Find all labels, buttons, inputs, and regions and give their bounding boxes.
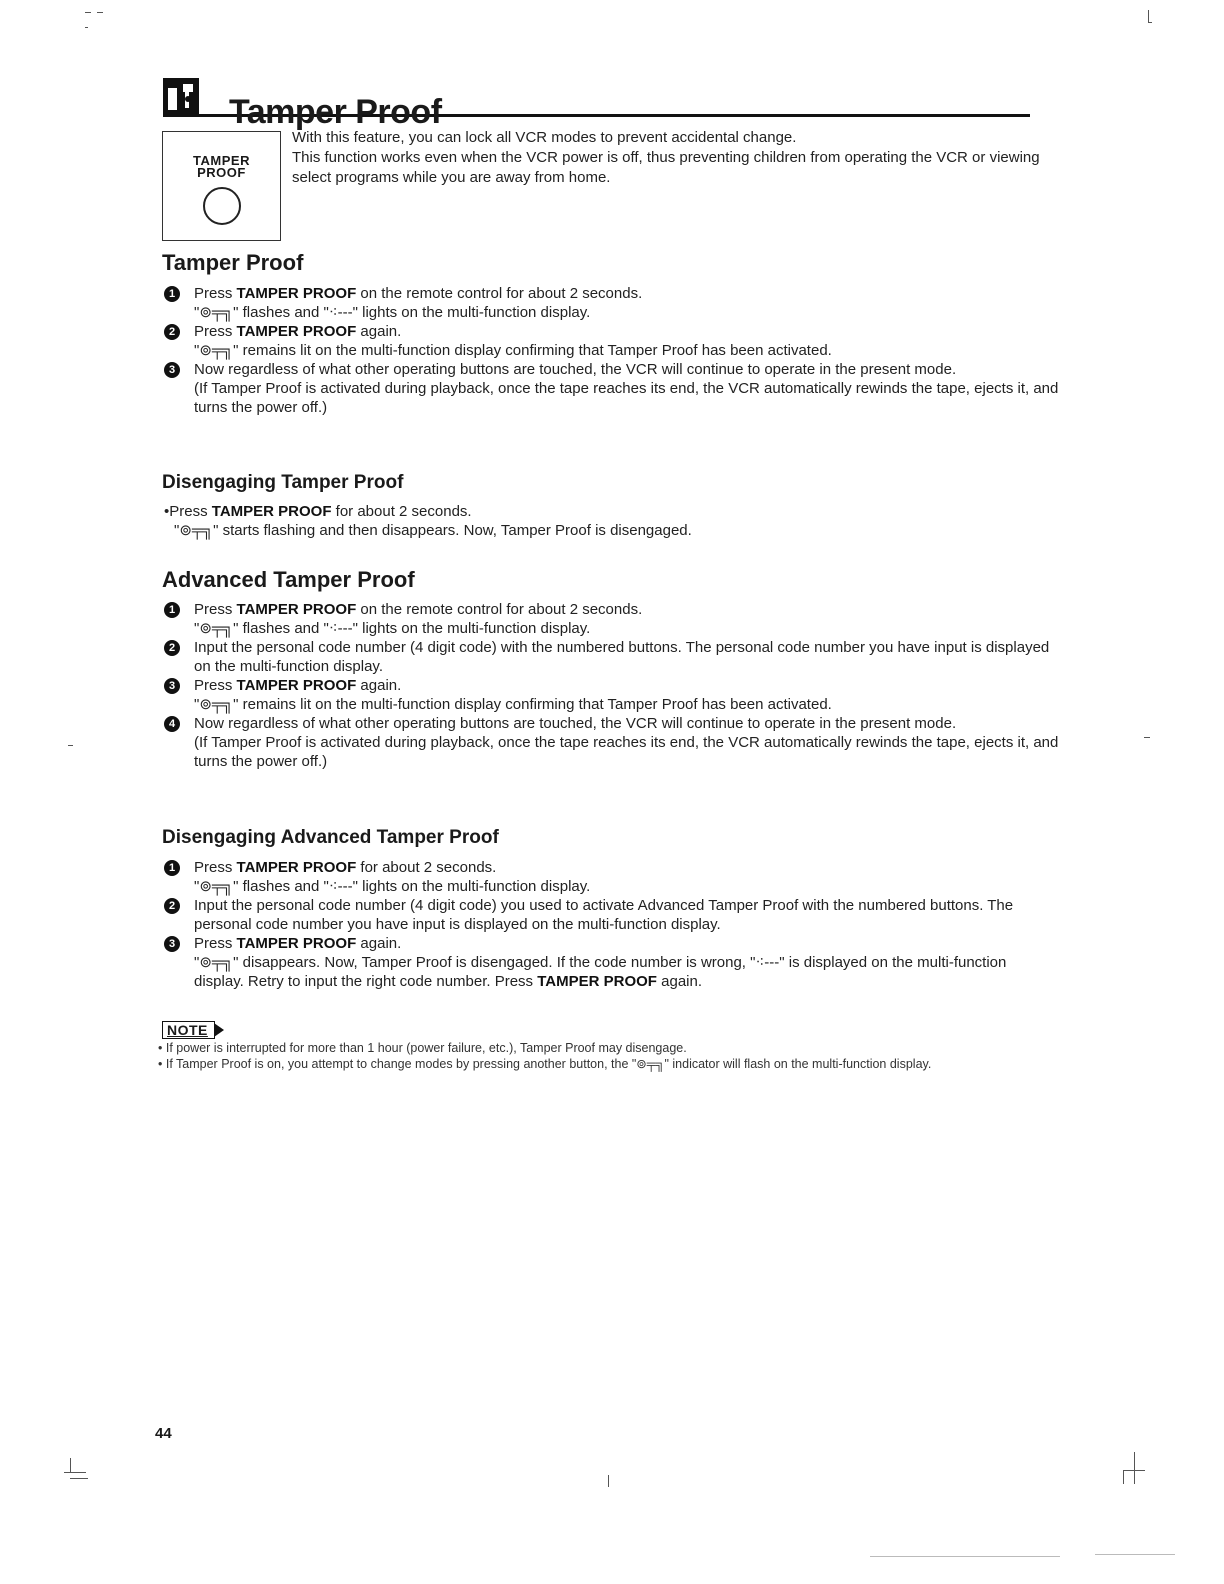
step-detail bbox=[194, 953, 1059, 991]
step-number-icon: 1 bbox=[164, 286, 180, 302]
step-item bbox=[164, 638, 1059, 676]
step-detail: "⊚╤╗" flashes and "⁖---" lights on the multi-function display. bbox=[194, 620, 591, 637]
step-number-icon: 2 bbox=[164, 324, 180, 340]
step-item bbox=[164, 896, 1059, 934]
button-reference: TAMPER PROOF bbox=[236, 601, 357, 618]
section-heading-tamper-proof: Tamper Proof bbox=[162, 250, 304, 275]
scan-mark bbox=[68, 745, 73, 746]
scan-mark bbox=[64, 1472, 86, 1473]
button-reference: TAMPER PROOF bbox=[236, 859, 357, 876]
note-arrow-icon bbox=[214, 1023, 224, 1037]
step-detail: (If Tamper Proof is activated during playback, once the tape reaches its end, the VCR automatically rewinds the tape, ejects it, and turns the power off.) bbox=[194, 734, 1059, 770]
step-item bbox=[164, 600, 1059, 638]
step-text: again. bbox=[356, 677, 402, 694]
step-detail: (If Tamper Proof is activated during playback, once the tape reaches its end, the VCR automatically rewinds the tape, ejects it, and turns the power off.) bbox=[194, 380, 1059, 416]
tamper-proof-section-icon bbox=[163, 78, 199, 114]
step-text: on the remote control for about 2 seconds. bbox=[356, 285, 643, 302]
button-label-line1: TAMPER bbox=[193, 153, 250, 168]
step-text: on the remote control for about 2 seconds. bbox=[356, 601, 643, 618]
step-text: Press bbox=[194, 285, 237, 302]
step-item bbox=[164, 360, 1059, 417]
scan-mark bbox=[870, 1556, 1060, 1557]
page-title: Tamper Proof bbox=[229, 92, 442, 131]
scan-mark bbox=[1123, 1470, 1124, 1484]
intro-line: This function works even when the VCR power is off, thus preventing children from operating the VCR or viewing select programs while you are away from home. bbox=[292, 149, 1040, 186]
scan-mark bbox=[70, 1458, 71, 1472]
step-number-icon: 3 bbox=[164, 362, 180, 378]
step-number-icon: 3 bbox=[164, 936, 180, 952]
step-item bbox=[164, 322, 1059, 360]
tamper-proof-steps bbox=[164, 284, 1059, 417]
section-heading-disengaging-advanced-tamper-proof: Disengaging Advanced Tamper Proof bbox=[162, 827, 499, 848]
step-text: Now regardless of what other operating buttons are touched, the VCR will continue to operate in the present mode. bbox=[194, 715, 957, 732]
step-text: again. bbox=[356, 323, 402, 340]
step-number-icon: 4 bbox=[164, 716, 180, 732]
step-item bbox=[164, 284, 1059, 322]
step-detail: "⊚╤╗" flashes and "⁖---" lights on the multi-function display. bbox=[194, 878, 591, 895]
bullet-detail: "⊚╤╗" starts flashing and then disappears. Now, Tamper Proof is disengaged. bbox=[174, 522, 692, 539]
step-text: for about 2 seconds. bbox=[356, 859, 497, 876]
intro-paragraph bbox=[292, 128, 1062, 188]
step-text: Press bbox=[194, 677, 237, 694]
button-reference: TAMPER PROOF bbox=[236, 285, 357, 302]
step-number-icon: 2 bbox=[164, 898, 180, 914]
scan-mark bbox=[85, 27, 88, 28]
step-item bbox=[164, 934, 1059, 991]
step-text: Press bbox=[194, 859, 237, 876]
section-heading-disengaging-tamper-proof: Disengaging Tamper Proof bbox=[162, 472, 404, 493]
bullet-text: for about 2 seconds. bbox=[331, 503, 472, 520]
advanced-tamper-proof-steps bbox=[164, 600, 1059, 771]
step-detail: "⊚╤╗" remains lit on the multi-function display confirming that Tamper Proof has been activated. bbox=[194, 696, 832, 713]
tamper-proof-button-figure bbox=[162, 131, 281, 241]
step-item bbox=[164, 858, 1059, 896]
scan-mark bbox=[1095, 1554, 1175, 1555]
step-detail-text: "⊚╤╗" disappears. Now, Tamper Proof is disengaged. If the code number is wrong, "⁖---" is displayed on the multi-function display. Retry to input the right code number. Press bbox=[194, 954, 1007, 990]
step-detail: "⊚╤╗" remains lit on the multi-function display confirming that Tamper Proof has been activated. bbox=[194, 342, 832, 359]
step-text: Now regardless of what other operating buttons are touched, the VCR will continue to operate in the present mode. bbox=[194, 361, 957, 378]
scan-mark bbox=[1134, 1452, 1135, 1484]
note-item: • If Tamper Proof is on, you attempt to change modes by pressing another button, the "⊚╤╗" indicator will flash on the multi-function display. bbox=[158, 1057, 932, 1071]
round-button-icon bbox=[203, 187, 241, 225]
step-item bbox=[164, 676, 1059, 714]
note-label: NOTE bbox=[162, 1021, 215, 1039]
section-heading-advanced-tamper-proof: Advanced Tamper Proof bbox=[162, 567, 415, 592]
button-reference: TAMPER PROOF bbox=[537, 973, 657, 990]
button-reference: TAMPER PROOF bbox=[236, 677, 357, 694]
scan-mark bbox=[1148, 10, 1149, 22]
button-label-line2: PROOF bbox=[197, 165, 246, 180]
step-text: Input the personal code number (4 digit code) you used to activate Advanced Tamper Proof with the numbered buttons. The personal code number you have input is displayed on the multi-function display. bbox=[194, 897, 1014, 933]
scan-mark bbox=[1144, 737, 1150, 738]
step-number-icon: 1 bbox=[164, 860, 180, 876]
note-badge bbox=[162, 1021, 224, 1039]
step-text: Input the personal code number (4 digit code) with the numbered buttons. The personal code number you have input is displayed on the multi-function display. bbox=[194, 639, 1050, 675]
intro-line: With this feature, you can lock all VCR modes to prevent accidental change. bbox=[292, 129, 797, 146]
page-number: 44 bbox=[155, 1425, 172, 1442]
disengage-tamper-instructions bbox=[164, 502, 1059, 540]
scan-mark bbox=[608, 1475, 609, 1487]
step-number-icon: 1 bbox=[164, 602, 180, 618]
scan-mark bbox=[70, 1478, 88, 1479]
button-reference: TAMPER PROOF bbox=[236, 323, 357, 340]
scan-mark bbox=[85, 12, 91, 13]
step-text: Press bbox=[194, 935, 237, 952]
bullet-text: •Press bbox=[164, 503, 212, 520]
disengage-advanced-steps bbox=[164, 858, 1059, 991]
page-header bbox=[163, 70, 1030, 131]
step-text: Press bbox=[194, 323, 237, 340]
button-reference: TAMPER PROOF bbox=[211, 503, 332, 520]
step-detail: "⊚╤╗" flashes and "⁖---" lights on the multi-function display. bbox=[194, 304, 591, 321]
step-detail-text: again. bbox=[656, 973, 703, 990]
note-item: • If power is interrupted for more than 1 hour (power failure, etc.), Tamper Proof may disengage. bbox=[158, 1041, 687, 1055]
step-text: Press bbox=[194, 601, 237, 618]
scan-mark bbox=[97, 12, 103, 13]
step-text: again. bbox=[356, 935, 402, 952]
scan-mark bbox=[1148, 22, 1152, 23]
step-item bbox=[164, 714, 1059, 771]
notes-list bbox=[158, 1040, 1058, 1072]
step-number-icon: 3 bbox=[164, 678, 180, 694]
step-number-icon: 2 bbox=[164, 640, 180, 656]
button-reference: TAMPER PROOF bbox=[236, 935, 357, 952]
